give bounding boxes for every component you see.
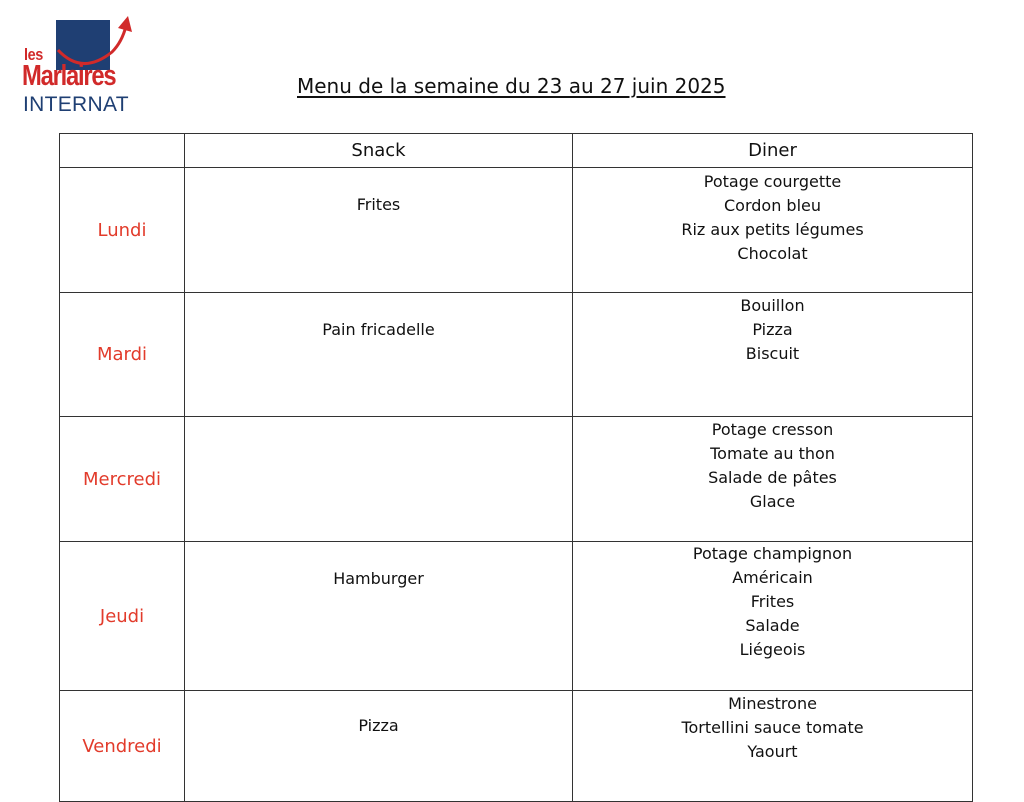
day-label: Jeudi <box>60 542 185 691</box>
table-row <box>60 293 973 417</box>
table-row <box>60 691 973 802</box>
diner-cell <box>573 691 973 802</box>
table-row <box>60 168 973 293</box>
header-diner: Diner <box>573 134 973 168</box>
diner-cell <box>573 168 973 293</box>
diner-item: Minestrone <box>728 694 817 713</box>
diner-item: Biscuit <box>745 344 800 363</box>
day-label: Mercredi <box>60 417 185 542</box>
snack-cell: Pizza <box>185 691 573 802</box>
diner-item: Liégeois <box>739 640 806 659</box>
diner-item: Potage cresson <box>711 420 834 439</box>
header-empty <box>60 134 185 168</box>
diner-item: Chocolat <box>737 244 808 263</box>
diner-item: Frites <box>750 592 795 611</box>
diner-cell <box>573 293 973 417</box>
snack-cell <box>185 417 573 542</box>
header-row <box>60 134 973 168</box>
snack-cell: Frites <box>185 168 573 293</box>
diner-item: Yaourt <box>747 742 798 761</box>
day-label: Lundi <box>60 168 185 293</box>
diner-item: Salade de pâtes <box>708 468 837 487</box>
diner-item: Cordon bleu <box>723 196 821 215</box>
diner-item: Salade <box>745 616 800 635</box>
diner-item: Glace <box>749 492 796 511</box>
table-row <box>60 542 973 691</box>
diner-cell <box>573 417 973 542</box>
menu-table <box>59 133 973 802</box>
diner-item: Tomate au thon <box>710 444 835 463</box>
diner-item: Potage courgette <box>703 172 842 191</box>
logo <box>22 12 132 118</box>
snack-cell: Hamburger <box>185 542 573 691</box>
snack-cell: Pain fricadelle <box>185 293 573 417</box>
day-label: Mardi <box>60 293 185 417</box>
logo-marlaires: Marlaires <box>22 60 116 92</box>
diner-cell <box>573 542 973 691</box>
header-snack: Snack <box>185 134 573 168</box>
logo-les: les <box>24 45 43 64</box>
diner-item: Potage champignon <box>692 544 853 563</box>
page-title: Menu de la semaine du 23 au 27 juin 2025 <box>297 74 726 98</box>
diner-item: Bouillon <box>740 296 805 315</box>
logo-internat: INTERNAT <box>23 93 129 116</box>
table-row <box>60 417 973 542</box>
diner-item: Tortellini sauce tomate <box>681 718 864 737</box>
diner-item: Américain <box>732 568 813 587</box>
diner-item: Riz aux petits légumes <box>681 220 864 239</box>
diner-item: Pizza <box>752 320 793 339</box>
day-label: Vendredi <box>60 691 185 802</box>
